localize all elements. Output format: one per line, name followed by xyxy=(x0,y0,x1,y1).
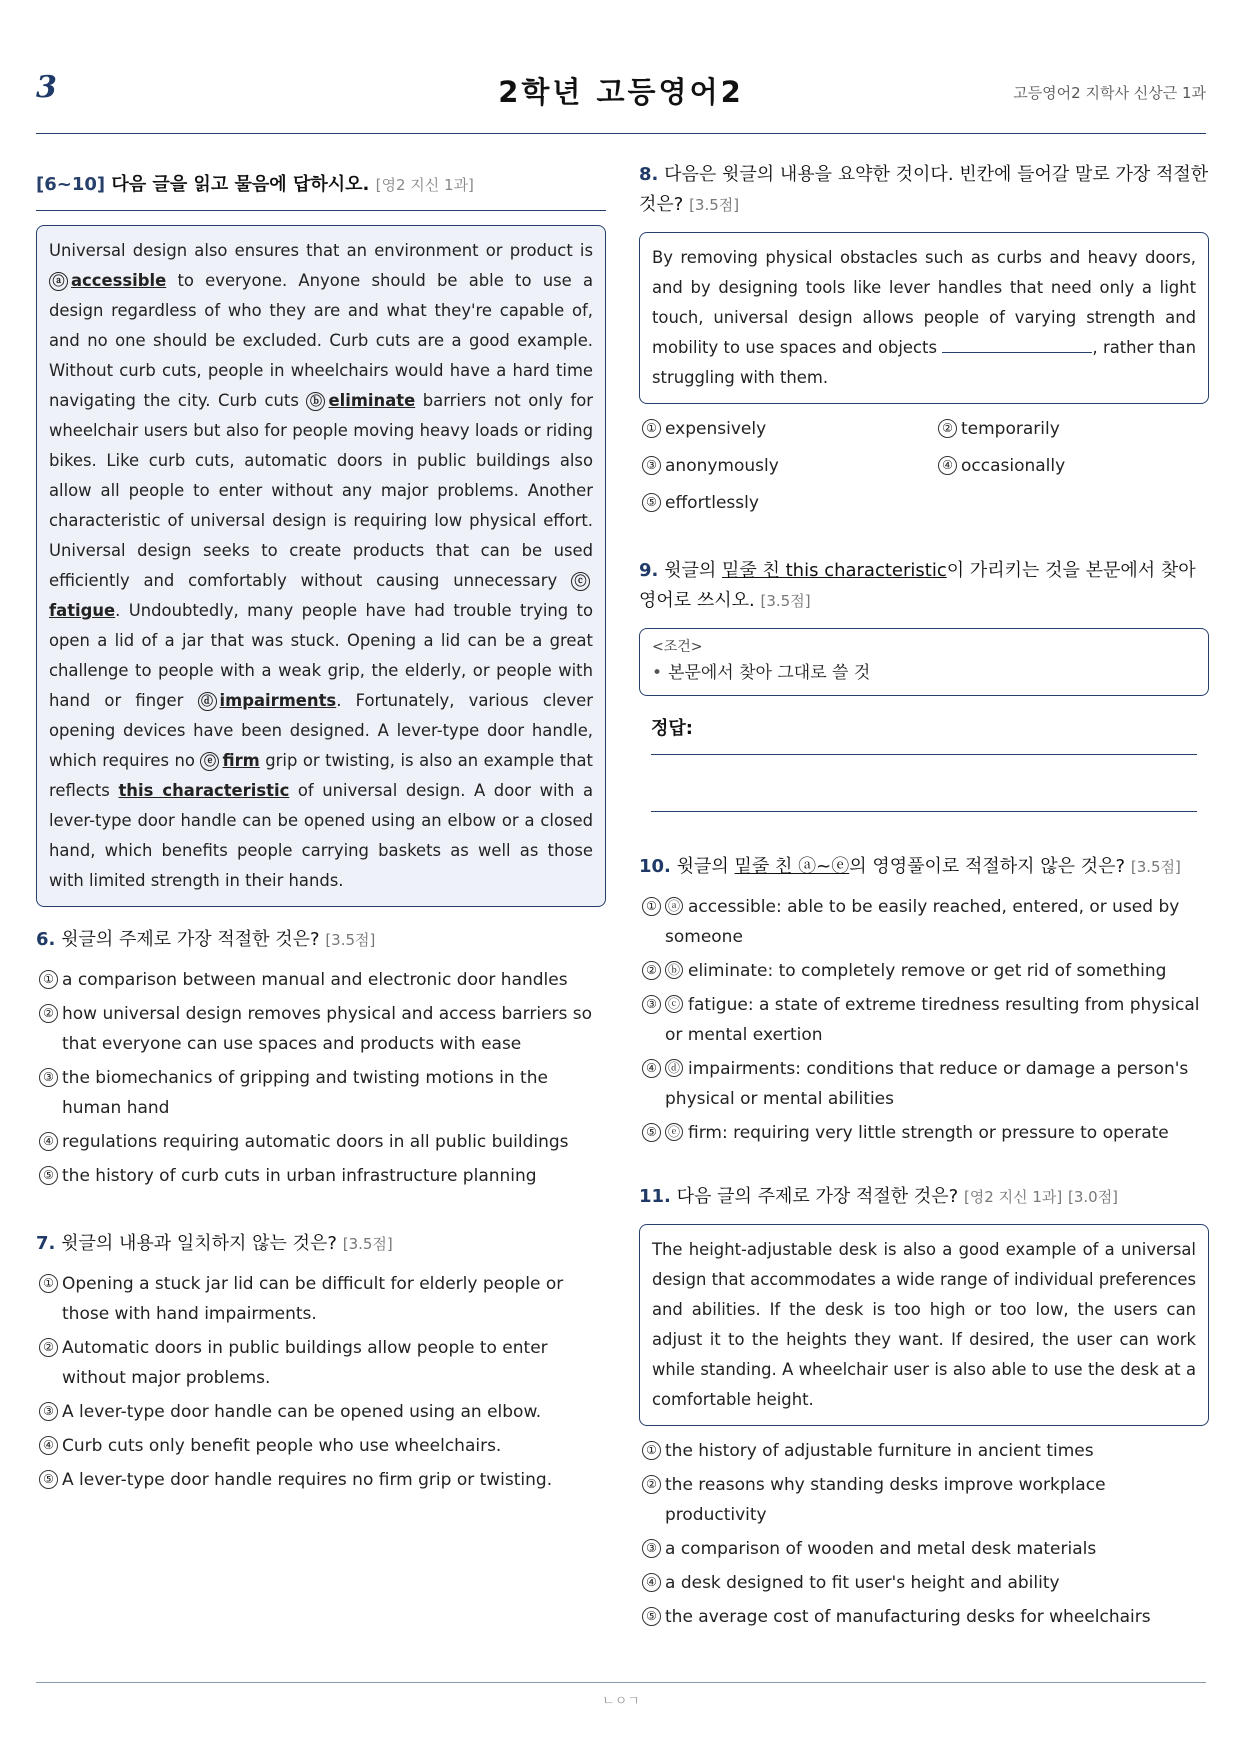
option-text: the history of adjustable furniture in ancient times xyxy=(665,1441,1094,1461)
option-4[interactable] xyxy=(935,451,1209,481)
question-text: 윗글의 주제로 가장 적절한 것은? xyxy=(61,929,320,950)
question-8 xyxy=(639,160,1209,522)
option-number: ③ xyxy=(642,1539,661,1558)
option-number: ① xyxy=(642,1441,661,1460)
option-number: ① xyxy=(642,897,661,916)
option-number: ② xyxy=(39,1004,58,1023)
question-points: [3.5점] xyxy=(760,592,811,610)
option-number: ② xyxy=(39,1338,58,1357)
option-1[interactable] xyxy=(36,965,606,995)
condition-text: 본문에서 찾아 그대로 쓸 것 xyxy=(668,663,871,683)
footer-divider xyxy=(36,1682,1206,1683)
option-number: ④ xyxy=(39,1132,58,1151)
option-text: A lever-type door handle requires no firm grip or twisting. xyxy=(62,1470,553,1490)
option-3[interactable] xyxy=(36,1397,606,1427)
option-2[interactable] xyxy=(639,1470,1209,1530)
question-points: [3.0점] xyxy=(1067,1188,1119,1206)
question-number: 11. xyxy=(639,1186,671,1207)
question-number: 8. xyxy=(639,164,659,185)
summary-text: , rather than struggling with them. xyxy=(652,338,1196,387)
question-underlined-text: 밑줄 친 this characteristic xyxy=(722,560,947,581)
option-letter: ⓐ xyxy=(665,897,683,915)
section-heading xyxy=(36,170,606,211)
summary-text: By removing physical obstacles such as curbs and heavy doors, and by designing tools like lever handles that need only a light touch, universal design allows people of varying strength and mobility to use spaces and objects xyxy=(652,248,1196,357)
question-underlined-text: 밑줄 친 ⓐ~ⓔ xyxy=(734,856,850,877)
question-text: 다음은 윗글의 내용을 요약한 것이다. 빈칸에 들어갈 말로 가장 적절한 것은? xyxy=(639,164,1209,215)
option-letter: ⓔ xyxy=(665,1123,683,1141)
option-5[interactable] xyxy=(639,1118,1209,1148)
option-1[interactable] xyxy=(639,892,1209,952)
question-number: 7. xyxy=(36,1233,56,1254)
option-text: expensively xyxy=(665,419,767,439)
answer-line[interactable] xyxy=(651,811,1197,812)
option-1[interactable] xyxy=(639,414,935,444)
word-fatigue: fatigue xyxy=(49,601,116,620)
option-text: a desk designed to fit user's height and ability xyxy=(665,1573,1060,1593)
option-number: ① xyxy=(642,419,661,438)
question-title xyxy=(36,925,606,955)
question-points: [3.5점] xyxy=(342,1235,393,1253)
question-6 xyxy=(36,925,606,1191)
passage-text: . Undoubtedly, many people have had trouble trying to open a lid of a jar that was stuck. Opening a lid can be a great challenge to people with a weak grip, the elderly, or people with hand or finger xyxy=(49,601,593,710)
word-firm: firm xyxy=(222,751,260,770)
option-letter: ⓓ xyxy=(665,1059,683,1077)
question-points: [3.5점] xyxy=(689,196,740,214)
option-number: ④ xyxy=(642,1573,661,1592)
marker-b: ⓑ xyxy=(306,392,325,411)
answer-options xyxy=(639,1436,1209,1632)
question-number: 9. xyxy=(639,560,659,581)
answer-line[interactable] xyxy=(651,754,1197,755)
reading-passage xyxy=(36,225,606,907)
option-number: ④ xyxy=(642,1059,661,1078)
option-text: the history of curb cuts in urban infrastructure planning xyxy=(62,1166,537,1186)
summary-box xyxy=(639,232,1209,404)
header-divider xyxy=(36,133,1206,134)
question-7 xyxy=(36,1229,606,1495)
option-number: ① xyxy=(39,1274,58,1293)
word-eliminate: eliminate xyxy=(328,391,416,410)
option-number: ③ xyxy=(39,1068,58,1087)
option-text: the reasons why standing desks improve workplace productivity xyxy=(665,1475,1106,1525)
option-text: Opening a stuck jar lid can be difficult for elderly people or those with hand impairments. xyxy=(62,1274,564,1324)
option-5[interactable] xyxy=(639,488,935,518)
option-number: ⑤ xyxy=(642,1607,661,1626)
option-number: ② xyxy=(642,961,661,980)
page-number: 3 xyxy=(36,70,57,105)
word-impairments: impairments xyxy=(219,691,337,710)
option-3[interactable] xyxy=(639,1534,1209,1564)
question-title xyxy=(639,160,1209,220)
q11-passage-text: The height-adjustable desk is also a good example of a universal design that accommodates a wide range of individual preferences and abilities. If the desk is too high or too low, the users can adjust it to the heights they want. If desired, the user can work while standing. A wheelchair user is also able to use the desk at a comfortable height. xyxy=(652,1240,1196,1409)
option-text: fatigue: a state of extreme tiredness resulting from physical or mental exertion xyxy=(665,995,1200,1045)
option-text: regulations requiring automatic doors in all public buildings xyxy=(62,1132,569,1152)
option-4[interactable] xyxy=(36,1431,606,1461)
passage-text: to everyone. Anyone should be able to use a design regardless of who they are and what they're capable of, and no one should be excluded. Curb cuts are a good example. Without curb cuts, people in wheelchairs would have a hard time navigating the city. Curb cuts xyxy=(49,271,594,410)
condition-box xyxy=(639,628,1209,696)
exam-title: 2학년 고등영어2 xyxy=(498,75,744,109)
marker-c: ⓒ xyxy=(571,572,590,591)
right-column xyxy=(639,160,1209,1636)
section-source: [영2 지신 1과] xyxy=(375,176,474,194)
option-2[interactable] xyxy=(36,999,606,1059)
option-number: ④ xyxy=(938,456,957,475)
question-text: 윗글의 내용과 일치하지 않는 것은? xyxy=(61,1233,337,1254)
question-title xyxy=(639,556,1209,616)
option-3[interactable] xyxy=(36,1063,606,1123)
word-accessible: accessible xyxy=(71,271,167,290)
q11-passage-box xyxy=(639,1224,1209,1426)
option-letter: ⓒ xyxy=(665,995,683,1013)
option-number: ① xyxy=(39,970,58,989)
option-number: ② xyxy=(938,419,957,438)
question-title xyxy=(639,1182,1209,1212)
passage-text: of universal design. A door with a lever-type door handle can be opened using an elbow or a closed hand, which benefits people carrying baskets as well as those with limited strength in their hands. xyxy=(49,781,593,890)
option-text: a comparison between manual and electronic door handles xyxy=(62,970,568,990)
question-text: 다음 글의 주제로 가장 적절한 것은? xyxy=(676,1186,959,1207)
condition-label: <조건> xyxy=(652,639,703,655)
question-11 xyxy=(639,1182,1209,1632)
answer-label: 정답: xyxy=(651,718,693,739)
question-number: 6. xyxy=(36,929,56,950)
answer-options xyxy=(36,1269,606,1495)
option-number: ⑤ xyxy=(642,1123,661,1142)
answer-options xyxy=(36,965,606,1191)
option-number: ② xyxy=(642,1475,661,1494)
passage-text: barriers not only for wheelchair users but also for people moving heavy loads or riding bikes. Like curb cuts, automatic doors in public buildings also allow all people to enter without any major problems. Another characteristic of universal design is requiring low physical effort. Universal design seeks to create products that can be used efficiently and comfortably without causing unnecessary xyxy=(49,391,594,590)
option-text: temporarily xyxy=(961,419,1060,439)
option-text: the biomechanics of gripping and twisting motions in the human hand xyxy=(62,1068,548,1118)
condition-bullet: • xyxy=(652,663,663,683)
question-title xyxy=(36,1229,606,1259)
passage-text: grip or twisting, is also an example that reflects xyxy=(49,751,593,800)
marker-e: ⓔ xyxy=(200,752,219,771)
option-text: the average cost of manufacturing desks for wheelchairs xyxy=(665,1607,1151,1627)
footer-text: ㄴㅇㄱ xyxy=(602,1694,640,1709)
option-number: ③ xyxy=(642,456,661,475)
option-text: anonymously xyxy=(665,456,779,476)
question-text: 윗글의 xyxy=(676,856,729,877)
option-number: ⑤ xyxy=(39,1166,58,1185)
option-text: occasionally xyxy=(961,456,1066,476)
question-text: 윗글의 xyxy=(664,560,717,581)
option-text: eliminate: to completely remove or get rid of something xyxy=(688,961,1167,981)
option-1[interactable] xyxy=(639,1436,1209,1466)
question-points: [3.5점] xyxy=(1130,858,1181,876)
section-instruction: 다음 글을 읽고 물음에 답하시오. xyxy=(111,174,370,195)
phrase-this-characteristic: this characteristic xyxy=(118,781,290,800)
question-9 xyxy=(639,556,1209,812)
summary-blank xyxy=(942,335,1092,353)
answer-options xyxy=(639,414,1209,522)
option-5[interactable] xyxy=(36,1161,606,1191)
question-source: [영2 지신 1과] xyxy=(963,1188,1063,1206)
option-text: firm: requiring very little strength or pressure to operate xyxy=(688,1123,1169,1143)
option-text: Automatic doors in public buildings allow people to enter without major problems. xyxy=(62,1338,548,1388)
option-4[interactable] xyxy=(639,1568,1209,1598)
passage-text: . Fortunately, various clever opening devices have been designed. A lever-type door handle, which requires no xyxy=(49,691,593,770)
option-letter: ⓑ xyxy=(665,961,683,979)
option-5[interactable] xyxy=(639,1602,1209,1632)
question-title xyxy=(639,852,1209,882)
exam-subtitle: 고등영어2 지학사 신상근 1과 xyxy=(1013,84,1206,102)
option-4[interactable] xyxy=(36,1127,606,1157)
marker-d: ⓓ xyxy=(198,692,217,711)
question-text: 의 영영풀이로 적절하지 않은 것은? xyxy=(849,856,1126,877)
question-text: 이 가리키는 것을 본문에서 찾아 영어로 쓰시오. xyxy=(639,560,1196,611)
passage-text: Universal design also ensures that an environment or product is xyxy=(49,241,593,260)
option-text: effortlessly xyxy=(665,493,759,513)
left-column xyxy=(36,170,606,1499)
option-2[interactable] xyxy=(639,956,1209,986)
option-3[interactable] xyxy=(639,990,1209,1050)
option-number: ③ xyxy=(642,995,661,1014)
question-10 xyxy=(639,852,1209,1148)
option-text: Curb cuts only benefit people who use wheelchairs. xyxy=(62,1436,502,1456)
option-number: ④ xyxy=(39,1436,58,1455)
option-2[interactable] xyxy=(935,414,1209,444)
option-number: ⑤ xyxy=(642,493,661,512)
page-header xyxy=(36,70,1206,110)
option-text: a comparison of wooden and metal desk materials xyxy=(665,1539,1097,1559)
question-points: [3.5점] xyxy=(325,931,376,949)
option-number: ③ xyxy=(39,1402,58,1421)
option-text: A lever-type door handle can be opened using an elbow. xyxy=(62,1402,542,1422)
section-range: [6~10] xyxy=(36,174,106,195)
condition-item xyxy=(652,659,1196,687)
option-5[interactable] xyxy=(36,1465,606,1495)
option-text: impairments: conditions that reduce or damage a person's physical or mental abilities xyxy=(665,1059,1189,1109)
option-1[interactable] xyxy=(36,1269,606,1329)
marker-a: ⓐ xyxy=(49,272,68,291)
option-3[interactable] xyxy=(639,451,935,481)
option-text: how universal design removes physical and access barriers so that everyone can use spaces and products with ease xyxy=(62,1004,593,1054)
option-number: ⑤ xyxy=(39,1470,58,1489)
option-4[interactable] xyxy=(639,1054,1209,1114)
question-number: 10. xyxy=(639,856,671,877)
option-text: accessible: able to be easily reached, entered, or used by someone xyxy=(665,897,1180,947)
answer-options xyxy=(639,892,1209,1148)
option-2[interactable] xyxy=(36,1333,606,1393)
